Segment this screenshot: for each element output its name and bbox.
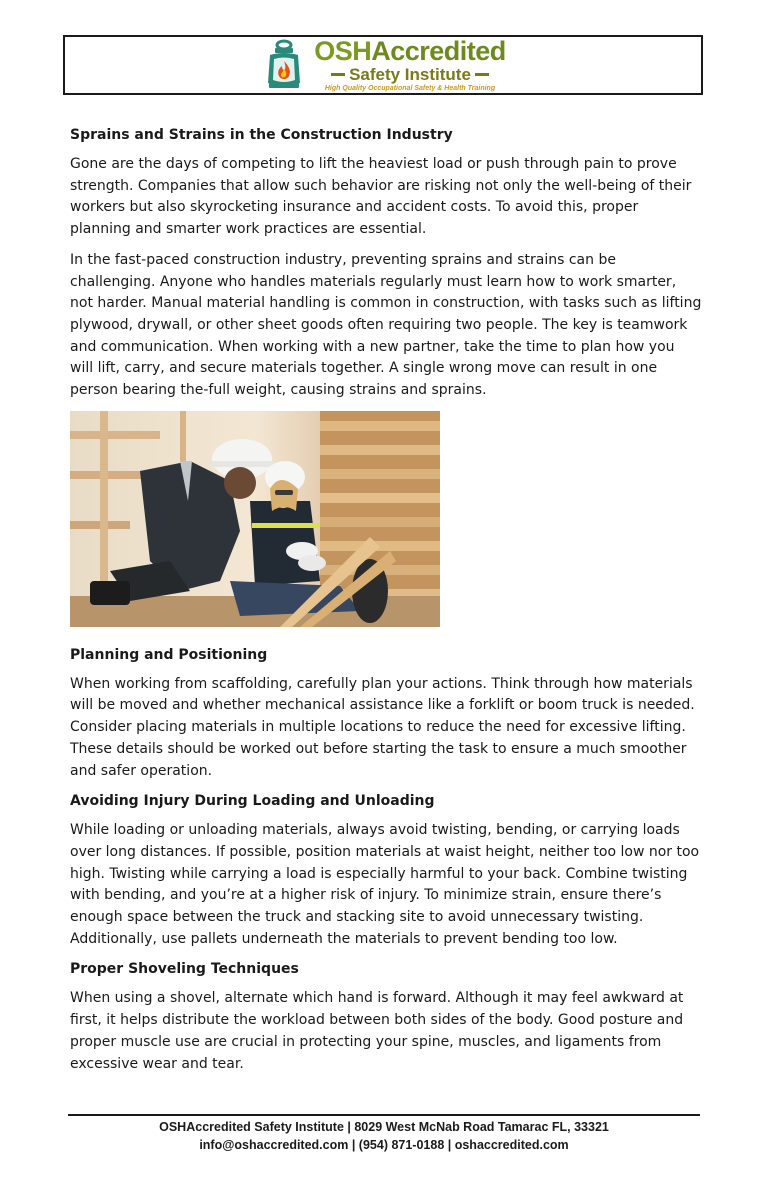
footer-address: OSHAccredited Safety Institute | 8029 West McNab Road Tamarac FL, 33321 <box>159 1120 609 1134</box>
header-banner <box>63 35 703 95</box>
footer-divider <box>68 1114 700 1116</box>
section-heading: Proper Shoveling Techniques <box>70 961 299 978</box>
section-heading: Avoiding Injury During Loading and Unloading <box>70 793 435 810</box>
article-body <box>70 125 702 1084</box>
section-paragraph: When working from scaffolding, carefully plan your actions. Think through how materials will be moved and whether mechanical assistance like a forklift or boom truck is needed. Consider placing materials in multiple locations to reduce the need for excessive lifting. These details should be worked out before starting the task to ensure a much smoother and safer operation. <box>70 675 695 779</box>
worker-injury-photo <box>70 411 440 627</box>
intro-paragraph: In the fast-paced construction industry, preventing sprains and strains can be challenging. Anyone who handles materials regularly must learn how to work smarter, not harder. Manual material handling is common in construction, with tasks such as lifting plywood, drywall, or other sheet goods often requiring two people. The key is teamwork and communication. When working with a new partner, take the time to plan how you will lift, carry, and secure materials together. A single wrong move can result in one person bearing the-full weight, causing strains and sprains. <box>70 251 702 399</box>
lantern-flame-icon <box>260 39 308 91</box>
company-logo <box>260 38 506 92</box>
logo-tagline: High Quality Occupational Safety & Health Training <box>324 85 496 92</box>
logo-wordmark: OSHAccredited <box>314 36 506 66</box>
intro-paragraph: Gone are the days of competing to lift the heaviest load or push through pain to prove strength. Companies that allow such behavior are risking not only the well-being of their workers but also skyrocketing insurance and accident costs. To avoid this, proper planning and smarter work practices are essential. <box>70 156 692 238</box>
footer-contact: info@oshaccredited.com | (954) 871-0188 | oshaccredited.com <box>199 1138 569 1152</box>
section-paragraph: When using a shovel, alternate which hand is forward. Although it may feel awkward at first, it helps distribute the workload between both sides of the body. Good posture and proper muscle use are crucial in protecting your spine, muscles, and ligaments from excessive wear and tear. <box>70 990 684 1072</box>
article-title: Sprains and Strains in the Construction Industry <box>70 127 453 143</box>
page-footer <box>68 1118 700 1154</box>
logo-subtitle: Safety Institute <box>331 66 489 83</box>
section-paragraph: While loading or unloading materials, always avoid twisting, bending, or carrying loads over long distances. If possible, position materials at waist height, neither too low nor too high. Twisting while carrying a load is especially harmful to your back. Combine twisting with bending, and you’re at a higher risk of injury. To minimize strain, ensure there’s enough space between the truck and stacking site to avoid unnecessary twisting. Additionally, use pallets underneath the materials to prevent bending too low. <box>70 822 700 947</box>
section-heading: Planning and Positioning <box>70 646 268 663</box>
